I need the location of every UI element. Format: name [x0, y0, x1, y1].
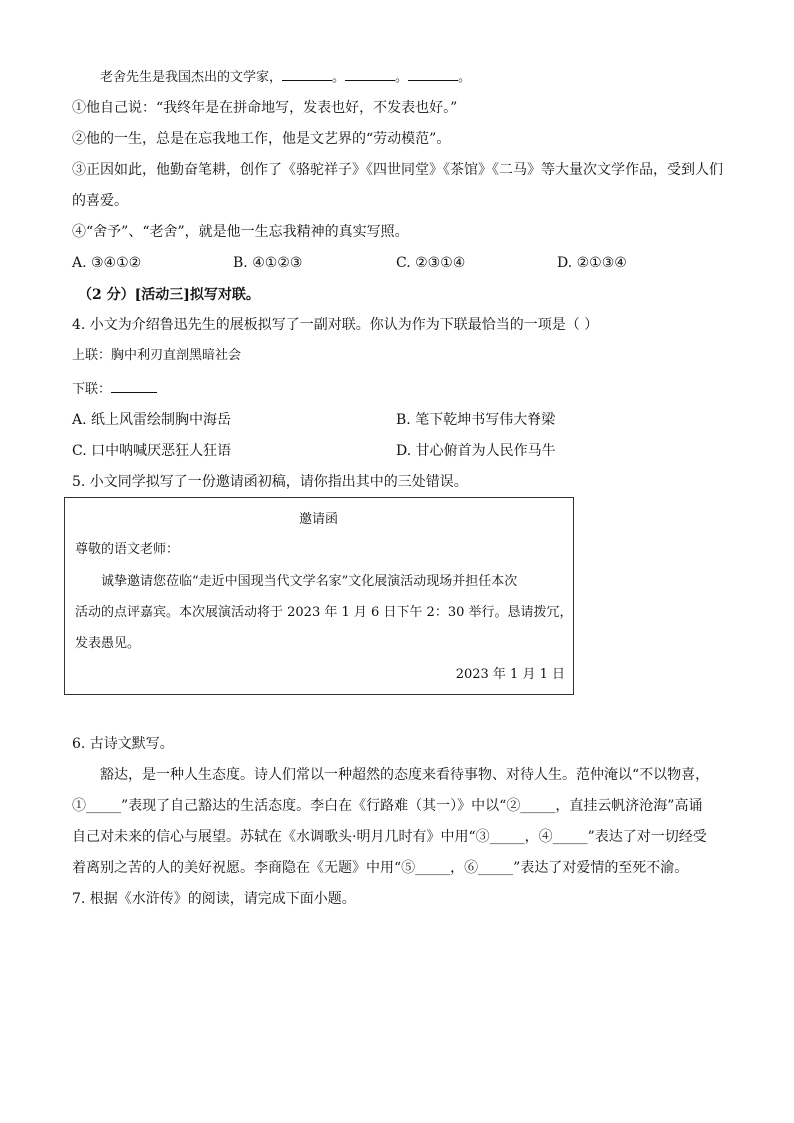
q4-lower-couplet-line: [72, 378, 157, 400]
q6-stem: 6. 古诗文默写。: [72, 736, 174, 752]
q3-prompt: 老舍先生是我国杰出的文学家，: [100, 70, 283, 85]
q3-option-b[interactable]: B. ④①②③: [233, 255, 303, 271]
q3-option-c[interactable]: C. ②③①④: [396, 255, 466, 271]
q4-lower-label: 下联：: [72, 382, 112, 397]
q4-lower-blank[interactable]: [111, 378, 157, 393]
q3-sep-2: 。: [395, 70, 409, 85]
q3-sentence-1: ①他自己说：“我终年是在拼命地写，发表也好，不发表也好。”: [72, 100, 458, 116]
q3-end: 。: [458, 70, 472, 85]
q3-blank-1[interactable]: [282, 66, 332, 81]
invitation-letter-box: [64, 497, 574, 695]
q4-option-b[interactable]: B. 笔下乾坤书写伟大脊梁: [396, 412, 556, 428]
letter-body-1: 诚挚邀请您莅临“走近中国现当代文学名家”文化展演活动现场并担任本次: [101, 574, 518, 589]
q4-option-c[interactable]: C. 口中呐喊厌恶狂人狂语: [72, 443, 232, 459]
q3-sentence-3a: ③正因如此，他勤奋笔耕，创作了《骆驼祥子》《四世同堂》《茶馆》《二马》等大量次文学作品，受到人们: [72, 162, 723, 178]
q4-upper-couplet: 上联：胸中利刃直剖黑暗社会: [72, 348, 242, 363]
letter-greeting: 尊敬的语文老师：: [75, 542, 180, 557]
q3-blank-3[interactable]: [408, 66, 458, 81]
letter-body-2: 活动的点评嘉宾。本次展演活动将于 2023 年 1 月 6 日下午 2：30 举行。恳请拨冗，: [75, 605, 573, 620]
q6-para-4: 着离别之苦的人的美好祝愿。李商隐在《无题》中用“⑤_____，⑥_____”表达了对爱情的至死不渝。: [72, 860, 689, 876]
q4-option-a[interactable]: A. 纸上风雷绘制胸中海岳: [72, 412, 232, 428]
q5-stem: 5. 小文同学拟写了一份邀请函初稿，请你指出其中的三处错误。: [72, 474, 468, 490]
q4-stem: 4. 小文为介绍鲁迅先生的展板拟写了一副对联。你认为作为下联最恰当的一项是（ ）: [72, 317, 599, 333]
letter-body-3: 发表愚见。: [75, 636, 141, 651]
q4-option-d[interactable]: D. 甘心俯首为人民作马牛: [396, 443, 556, 459]
q3-blank-2[interactable]: [345, 66, 395, 81]
q6-para-3: 自己对未来的信心与展望。苏轼在《水调歌头·明月几时有》中用“③_____，④_____”表达了对一切经受: [72, 829, 707, 845]
q3-sentence-4: ④“舍予”、“老舍”，就是他一生忘我精神的真实写照。: [72, 224, 409, 240]
q3-sentence-2: ②他的一生，总是在忘我地工作，他是文艺界的“劳动模范”。: [72, 131, 451, 147]
q3-sentence-3b: 的喜爱。: [72, 193, 128, 209]
q3-option-d[interactable]: D. ②①③④: [557, 255, 627, 271]
q6-para-1: 豁达，是一种人生态度。诗人们常以一种超然的态度来看待事物、对待人生。范仲淹以“不以物喜，: [100, 767, 710, 783]
q3-option-a[interactable]: A. ③④①②: [72, 255, 142, 271]
letter-date: 2023 年 1 月 1 日: [455, 667, 565, 682]
q3-sep-1: 。: [332, 70, 346, 85]
q3-prompt-line: [100, 66, 471, 88]
letter-title: 邀请函: [299, 512, 339, 527]
q6-para-2: ①_____”表现了自己豁达的生活态度。李白在《行路难（其一）》中以“②_____，直挂云帆济沧海”高诵: [72, 798, 703, 814]
q7-stem: 7. 根据《水浒传》的阅读，请完成下面小题。: [72, 891, 356, 907]
activity3-heading: （2 分）[活动三]拟写对联。: [78, 287, 260, 303]
